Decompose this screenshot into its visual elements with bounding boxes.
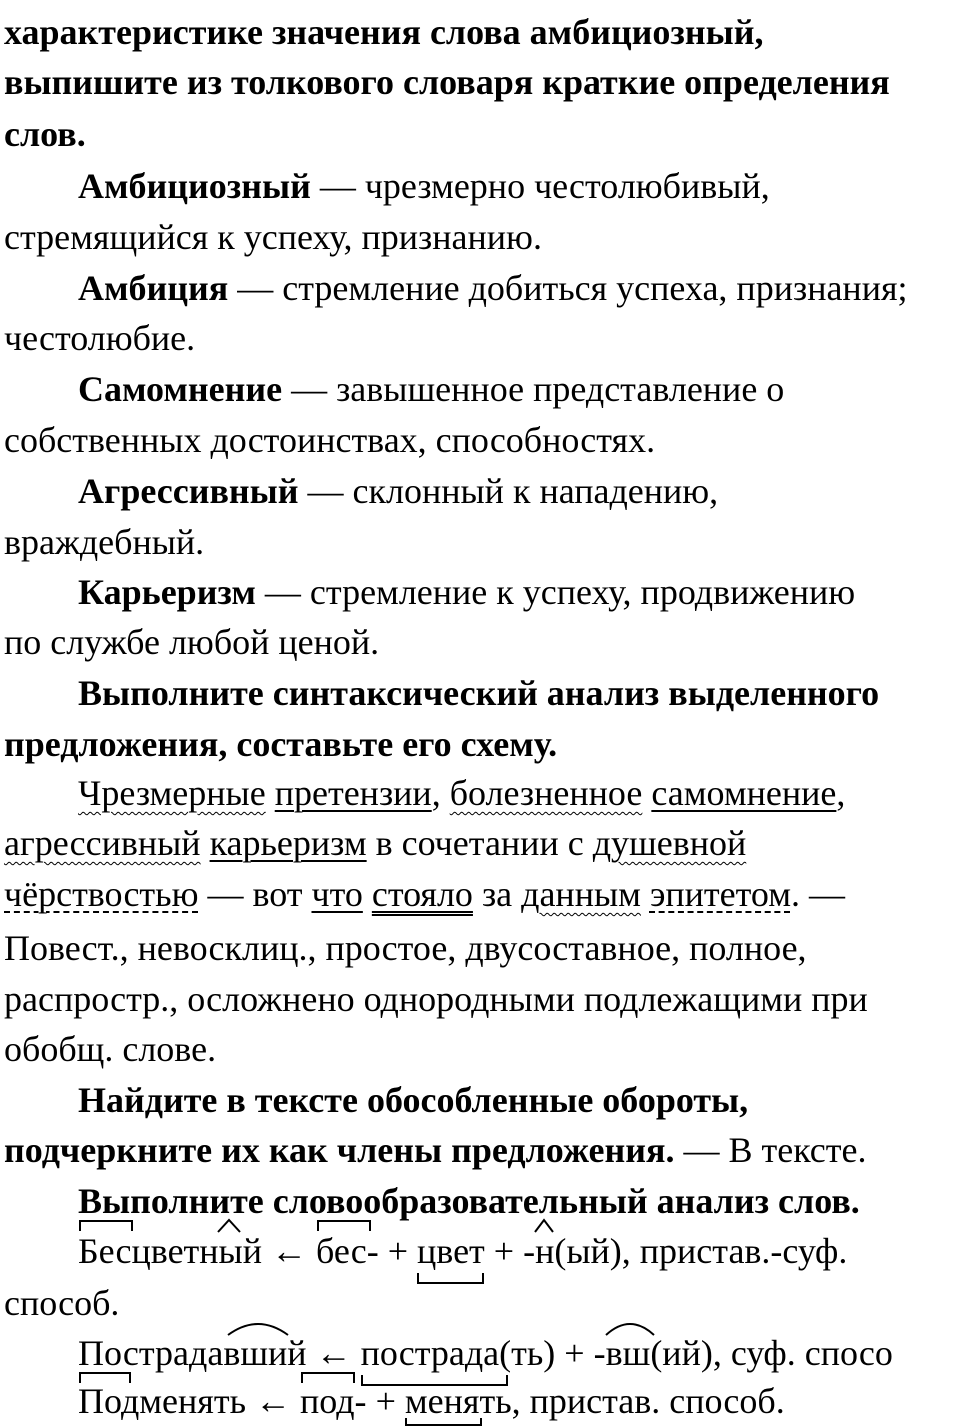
definition-term: Амбициозный — [78, 166, 311, 206]
analysis-line-1: Повест., невосклиц., простое, двусоставное, полное, — [4, 928, 807, 968]
attribute-word: болезненное — [449, 773, 643, 813]
task-isolated-line-2: подчеркните их как члены предложения. — В тексте. — [4, 1130, 867, 1170]
subject-word: что — [311, 874, 363, 914]
suffix-part: вш — [606, 1335, 651, 1371]
predicate-word: стояло — [371, 874, 473, 914]
prefix-mark — [78, 1219, 138, 1233]
intro-line-3: слов. — [4, 114, 86, 154]
definition-1: Амбициозный — чрезмерно честолюбивый, — [78, 166, 770, 206]
analysis-line-2: распростр., осложнено однородными подлежащими при — [4, 979, 868, 1019]
analyzed-word: Подменять — [78, 1383, 246, 1419]
prefix-mark — [300, 1371, 360, 1385]
attribute-word: Чрезмерные — [78, 773, 266, 813]
analyzed-word: Пострадавший — [78, 1335, 307, 1371]
prefix-part: под- — [300, 1383, 367, 1419]
prefix-mark — [316, 1219, 376, 1233]
subject-word: самомнение — [651, 773, 837, 813]
task-syntax-line-2: предложения, составьте его схему. — [4, 724, 558, 764]
base-mark — [405, 1417, 485, 1427]
complement-word: эпитетом — [649, 874, 791, 914]
sentence-line-3: чёрствостью — вот что стояло за данным эпитетом. — — [4, 874, 845, 914]
attribute-word: данным — [521, 874, 641, 914]
definition-4: Агрессивный — склонный к нападению, — [78, 471, 719, 511]
sentence-line-2: агрессивный карьеризм в сочетании с душевной — [4, 823, 747, 863]
suffix-mark — [226, 1319, 296, 1337]
task-isolated-line-1: Найдите в тексте обособленные обороты, — [78, 1080, 749, 1120]
analyzed-word: Бесцветный — [78, 1233, 262, 1269]
subject-word: претензии — [274, 773, 432, 813]
suffix-mark — [216, 1218, 256, 1234]
definition-1-cont: стремящийся к успеху, признанию. — [4, 217, 542, 257]
definition-term: Карьеризм — [78, 572, 256, 612]
definition-2-cont: честолюбие. — [4, 318, 196, 358]
suffix-mark — [604, 1319, 664, 1337]
wordform-example-1-cont: способ. — [4, 1283, 120, 1323]
sentence-line-1: Чрезмерные претензии, болезненное самомнение, — [78, 773, 846, 813]
base-part: менять — [405, 1383, 512, 1419]
root-part: цвет — [417, 1233, 485, 1269]
definition-term: Агрессивный — [78, 471, 299, 511]
definition-3: Самомнение — завышенное представление о — [78, 369, 785, 409]
definition-5: Карьеризм — стремление к успеху, продвижению — [78, 572, 856, 612]
root-mark — [417, 1271, 487, 1285]
suffix-mark — [533, 1218, 563, 1234]
subject-word: карьеризм — [209, 823, 367, 863]
definition-2: Амбиция — стремление добиться успеха, признания; — [78, 268, 908, 308]
wordform-example-1: Бесцветный ← бес- + цвет + -н (ый), пристав.-суф. — [78, 1233, 847, 1269]
complement-word: чёрствостью — [4, 874, 199, 914]
analysis-line-3: обобщ. слове. — [4, 1029, 217, 1069]
suffix-part: н — [535, 1233, 554, 1269]
base-part: пострада — [361, 1335, 500, 1371]
prefix-part: бес- — [316, 1233, 379, 1269]
prefix-mark — [78, 1371, 138, 1385]
definition-4-cont: враждебный. — [4, 522, 205, 562]
attribute-word: агрессивный — [4, 823, 201, 863]
definition-3-cont: собственных достоинствах, способностях. — [4, 420, 656, 460]
intro-line-1: характеристике значения слова амбициозный, — [4, 12, 764, 52]
task-wordform-line-1: Выполните словообразовательный анализ слов. — [78, 1181, 860, 1221]
intro-line-2: выпишите из толкового словаря краткие определения — [4, 62, 890, 102]
definition-term: Самомнение — [78, 369, 283, 409]
attribute-word: душевной — [592, 823, 747, 863]
task-syntax-line-1: Выполните синтаксический анализ выделенного — [78, 673, 880, 713]
definition-term: Амбиция — [78, 268, 229, 308]
definition-5-cont: по службе любой ценой. — [4, 622, 380, 662]
wordform-example-2: Пострадавший ← пострада (ть) + -вш (ий), суф. спосо — [78, 1335, 893, 1371]
wordform-example-3: Подменять ← под- + менять , пристав. способ. — [78, 1383, 785, 1419]
